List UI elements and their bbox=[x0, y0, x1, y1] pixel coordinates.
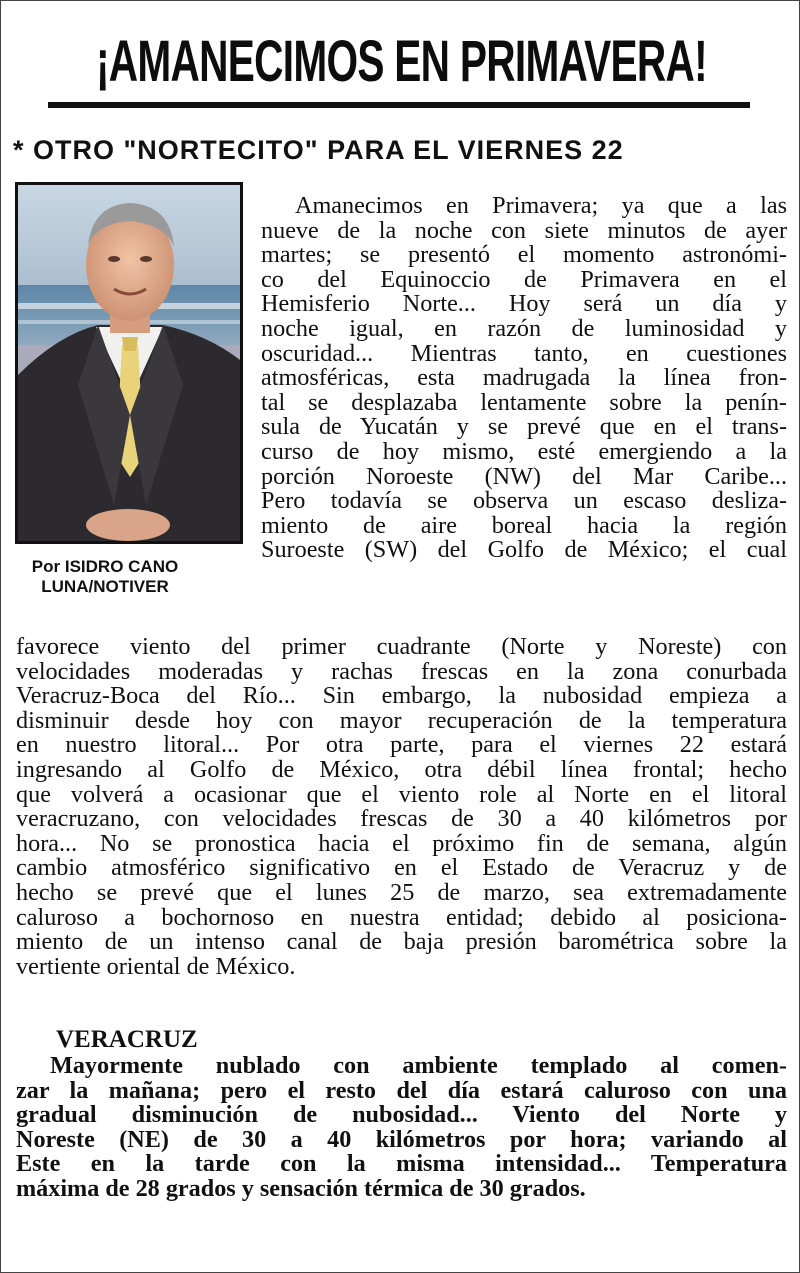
body-line: tal se desplazaba lentamente sobre la penín- bbox=[261, 388, 787, 416]
body-line: caluroso a bochornoso en nuestra entidad; debido al posiciona- bbox=[16, 903, 787, 931]
body-line: ingresando al Golfo de México, otra débil línea frontal; hecho bbox=[16, 755, 787, 783]
body-line: sula de Yucatán y se prevé que en el trans- bbox=[261, 413, 787, 441]
body-line: hecho se prevé que el lunes 25 de marzo, sea extremadamente bbox=[16, 878, 787, 906]
body-line: Hemisferio Norte... Hoy será un día y bbox=[261, 290, 787, 318]
body-line: co del Equinoccio de Primavera en el bbox=[261, 265, 787, 293]
body-line: cambio atmosférico significativo en el Estado de Veracruz y de bbox=[16, 854, 787, 882]
body-line: miento de un intenso canal de baja presión barométrica sobre la bbox=[16, 928, 787, 956]
body-line: en nuestro litoral... Por otra parte, para el viernes 22 estará bbox=[16, 731, 787, 759]
author-photo bbox=[15, 182, 243, 544]
forecast-line: Este en la tarde con la misma intensidad... Temperatura bbox=[16, 1150, 787, 1178]
byline-agency: LUNA/NOTIVER bbox=[41, 577, 169, 596]
body-line: porción Noroeste (NW) del Mar Caribe... bbox=[261, 462, 787, 490]
author-portrait-image bbox=[18, 185, 240, 541]
body-line: Pero todavía se observa un escaso desliza- bbox=[261, 487, 787, 515]
body-line: curso de hoy mismo, esté emergiendo a la bbox=[261, 437, 787, 465]
body-line: atmosféricas, esta madrugada la línea fron- bbox=[261, 364, 787, 392]
forecast-paragraph bbox=[16, 1054, 787, 1202]
forecast-line: gradual disminución de nubosidad... Viento del Norte y bbox=[16, 1101, 787, 1129]
body-line: nueve de la noche con siete minutos de ayer bbox=[261, 216, 787, 244]
forecast-line: Mayormente nublado con ambiente templado al comen- bbox=[50, 1052, 787, 1079]
body-line: favorece viento del primer cuadrante (Norte y Noreste) con bbox=[16, 633, 787, 660]
byline bbox=[7, 557, 203, 597]
headline-underline bbox=[48, 102, 750, 108]
body-line: disminuir desde hoy con mayor recuperación de la temperatura bbox=[16, 706, 787, 734]
body-line: Amanecimos en Primavera; ya que a las bbox=[295, 192, 787, 219]
forecast-line: zar la mañana; pero el resto del día estará caluroso con una bbox=[16, 1076, 787, 1104]
body-line: velocidades moderadas y rachas frescas en la zona conurbada bbox=[16, 657, 787, 685]
body-line: noche igual, en razón de luminosidad y bbox=[261, 314, 787, 342]
headline-block bbox=[41, 15, 761, 107]
forecast-line: Noreste (NE) de 30 a 40 kilómetros por hora; variando al bbox=[16, 1125, 787, 1153]
byline-author: Por ISIDRO CANO bbox=[31, 557, 179, 576]
body-line: miento de aire boreal hacia la región bbox=[261, 511, 787, 539]
body-line: oscuridad... Mientras tanto, en cuestiones bbox=[261, 339, 787, 367]
article-body-full-width bbox=[16, 635, 787, 979]
body-line: martes; se presentó el momento astronómi- bbox=[261, 241, 787, 269]
body-line: hora... No se pronostica hacia el próximo fin de semana, algún bbox=[16, 829, 787, 857]
forecast-line: máxima de 28 grados y sensación térmica de 30 grados. bbox=[16, 1174, 586, 1202]
article-body-column bbox=[261, 194, 787, 563]
body-line: veracruzano, con velocidades frescas de 30 a 40 kilómetros por bbox=[16, 805, 787, 833]
body-line: Suroeste (SW) del Golfo de México; el cual bbox=[261, 536, 787, 564]
body-line: que volverá a ocasionar que el viento role al Norte en el litoral bbox=[16, 780, 787, 808]
subheadline: * OTRO "NORTECITO" PARA EL VIERNES 22 bbox=[13, 135, 624, 165]
body-line: vertiente oriental de México. bbox=[16, 952, 296, 980]
headline: ¡AMANECIMOS EN PRIMAVERA! bbox=[95, 28, 707, 94]
section-heading: VERACRUZ bbox=[56, 1026, 198, 1053]
body-line: Veracruz-Boca del Río... Sin embargo, la nubosidad empieza a bbox=[16, 682, 787, 710]
